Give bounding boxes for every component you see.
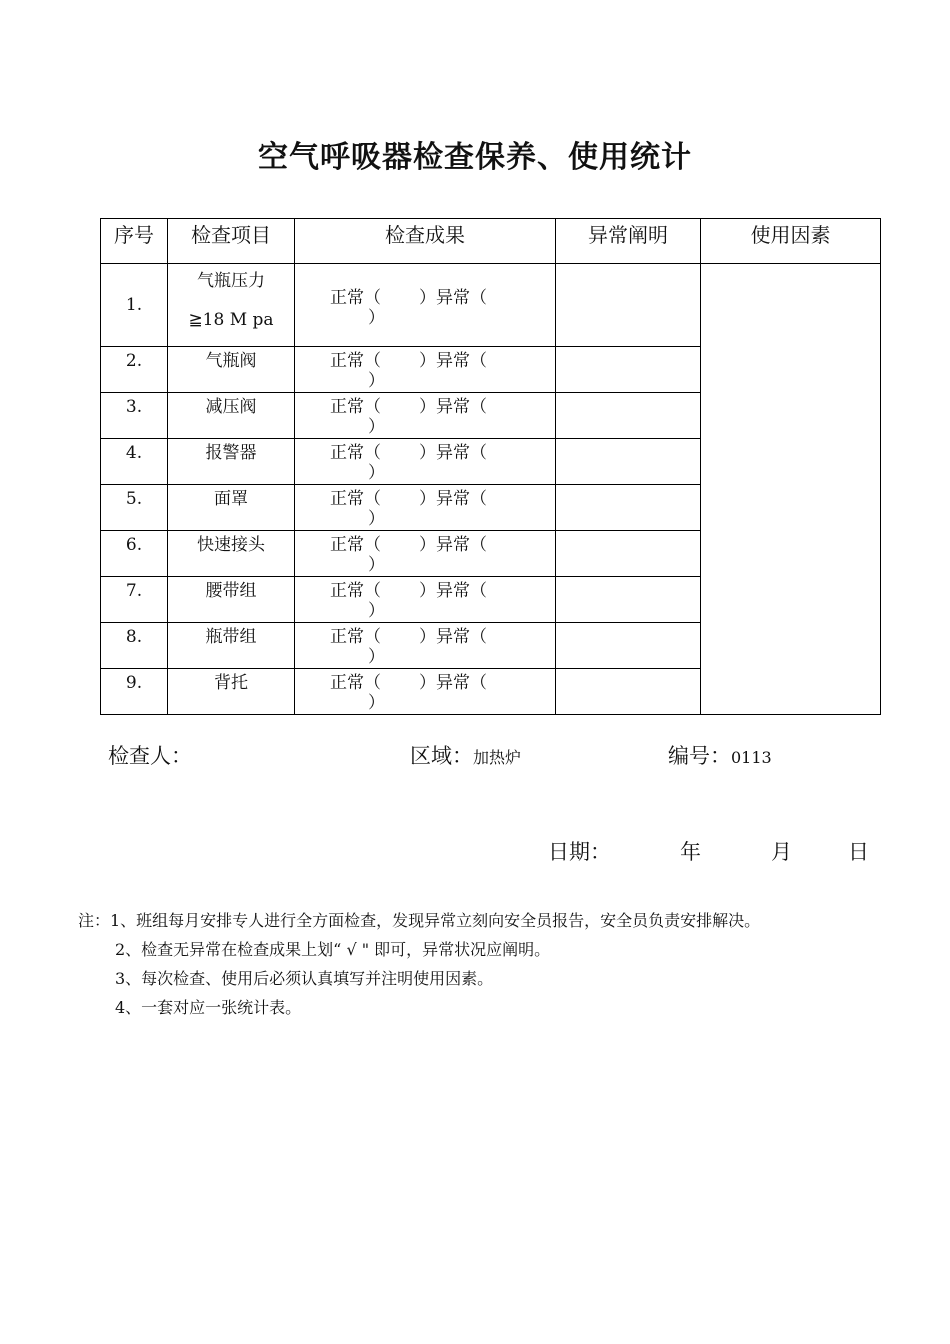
inspection-table xyxy=(100,218,881,715)
row-result[interactable]: 正常（ ）异常（） xyxy=(295,623,556,669)
row-abnormal-desc[interactable] xyxy=(556,669,701,715)
row-result[interactable]: 正常（ ）异常（） xyxy=(295,531,556,577)
area-field xyxy=(410,740,521,770)
row-abnormal-desc[interactable] xyxy=(556,623,701,669)
date-month: 月 xyxy=(771,840,792,864)
page-title: 空气呼吸器检查保养、使用统计 xyxy=(258,140,692,175)
row-result[interactable]: 正常（ ）异常（） xyxy=(295,347,556,393)
row-seq: 3. xyxy=(101,393,168,439)
row-abnormal-desc[interactable] xyxy=(556,531,701,577)
table-header-row xyxy=(101,219,881,264)
row-item: 减压阀 xyxy=(168,393,295,439)
date-label: 日期： xyxy=(548,840,611,864)
row-result[interactable]: 正常（ ）异常（） xyxy=(295,577,556,623)
row-seq: 8. xyxy=(101,623,168,669)
notes-section xyxy=(78,906,760,1022)
inspector-label: 检查人： xyxy=(108,744,192,768)
note-3: 3、每次检查、使用后必须认真填写并注明使用因素。 xyxy=(115,969,494,988)
row-item-line1: 气瓶压力 xyxy=(197,271,265,291)
row-item xyxy=(168,264,295,347)
row-seq: 1. xyxy=(101,264,168,347)
row-result[interactable]: 正常（ ）异常（） xyxy=(295,669,556,715)
number-label: 编号： xyxy=(668,744,731,768)
row-item: 背托 xyxy=(168,669,295,715)
row-abnormal-desc[interactable] xyxy=(556,264,701,347)
row-abnormal-desc[interactable] xyxy=(556,347,701,393)
row-abnormal-desc[interactable] xyxy=(556,577,701,623)
usage-reason-cell[interactable] xyxy=(701,264,881,715)
area-value: 加热炉 xyxy=(473,748,522,767)
row-abnormal-desc[interactable] xyxy=(556,485,701,531)
row-item: 快速接头 xyxy=(168,531,295,577)
header-usage-reason: 使用因素 xyxy=(701,219,881,264)
row-abnormal-desc[interactable] xyxy=(556,393,701,439)
note-4: 4、一套对应一张统计表。 xyxy=(115,998,302,1017)
row-abnormal-desc[interactable] xyxy=(556,439,701,485)
row-seq: 9. xyxy=(101,669,168,715)
header-result: 检查成果 xyxy=(295,219,556,264)
row-seq: 2. xyxy=(101,347,168,393)
date-day: 日 xyxy=(848,840,869,864)
number-field xyxy=(668,740,772,770)
row-seq: 6. xyxy=(101,531,168,577)
header-abnormal-desc: 异常阐明 xyxy=(556,219,701,264)
header-seq: 序号 xyxy=(101,219,168,264)
row-seq: 5. xyxy=(101,485,168,531)
row-item: 瓶带组 xyxy=(168,623,295,669)
row-result[interactable]: 正常（ ）异常（） xyxy=(295,393,556,439)
area-label: 区域： xyxy=(410,744,473,768)
table-row xyxy=(101,264,881,347)
row-item-line2: ≧18 M pa xyxy=(188,310,274,330)
note-2: 2、检查无异常在检查成果上划“ √ " 即可，异常状况应阐明。 xyxy=(115,940,551,959)
date-year: 年 xyxy=(680,840,701,864)
row-item: 气瓶阀 xyxy=(168,347,295,393)
row-seq: 7. xyxy=(101,577,168,623)
row-item: 报警器 xyxy=(168,439,295,485)
note-1: 注：1、班组每月安排专人进行全方面检查，发现异常立刻向安全员报告，安全员负责安排解决。 xyxy=(78,911,761,930)
row-result[interactable]: 正常（ ）异常（） xyxy=(295,264,556,347)
header-item: 检查项目 xyxy=(168,219,295,264)
row-seq: 4. xyxy=(101,439,168,485)
row-item: 腰带组 xyxy=(168,577,295,623)
row-result[interactable]: 正常（ ）异常（） xyxy=(295,485,556,531)
row-result[interactable]: 正常（ ）异常（） xyxy=(295,439,556,485)
number-value: 0113 xyxy=(731,748,772,767)
inspector-field xyxy=(108,740,192,770)
row-item: 面罩 xyxy=(168,485,295,531)
